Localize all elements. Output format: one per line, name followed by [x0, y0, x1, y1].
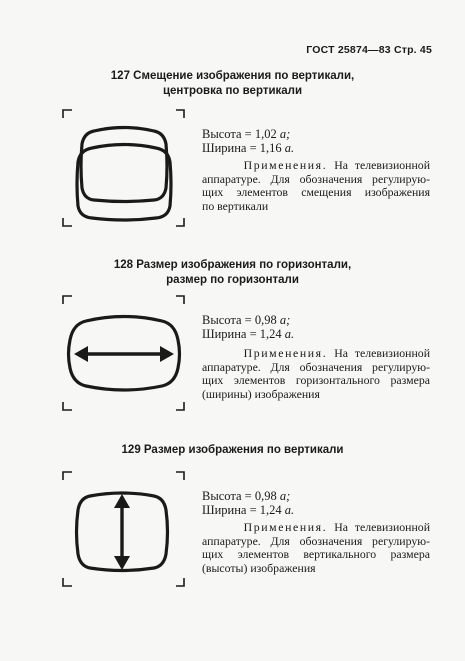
- section-127-desc-line1: Применения. На телевизионной: [243, 158, 431, 172]
- section-127-desc-line3: щих элементов смещения изображения: [202, 185, 430, 199]
- section-128-title-line2: размер по горизонтали: [166, 274, 299, 286]
- section-127-dimensions: [202, 127, 294, 155]
- section-127-width: Ширина = 1,16 а.: [202, 141, 295, 155]
- section-127-desc-line2: аппаратуре. Для обозначения регулирую-: [202, 171, 430, 186]
- section-128-desc-line2: аппаратуре. Для обозначения регулирую-: [202, 359, 430, 374]
- section-128-description: [202, 347, 430, 401]
- horizontal-size-symbol: [58, 290, 190, 420]
- vertical-shift-symbol: [58, 104, 190, 236]
- section-127-title-line2: центровка по вертикали: [162, 85, 303, 97]
- section-129-desc-line3: щих элементов вертикального размера: [202, 547, 430, 561]
- section-128-title-line1: 128 Размер изображения по горизонтали,: [113, 259, 352, 271]
- section-127-desc-line4: по вертикали: [202, 198, 269, 213]
- section-129-height: Высота = 0,98 а;: [202, 489, 291, 503]
- section-129-desc-line4: (высоты) изображения: [202, 560, 316, 575]
- section-128-dimensions: [202, 313, 294, 341]
- section-128-desc-line3: щих элементов горизонтального размера: [202, 373, 430, 387]
- section-128-width: Ширина = 1,24 а.: [202, 327, 295, 341]
- section-128-height: Высота = 0,98 а;: [202, 313, 291, 327]
- section-129-width: Ширина = 1,24 а.: [202, 503, 295, 517]
- section-127-title: [0, 69, 465, 99]
- section-128-title: [0, 258, 465, 288]
- section-127-description: [202, 159, 430, 213]
- section-128-desc-line1: Применения. На телевизионной: [243, 346, 431, 360]
- section-129-title: [0, 443, 465, 458]
- page-header: ГОСТ 25874—83 Стр. 45: [306, 44, 432, 56]
- section-128-desc-line4: (ширины) изображения: [202, 386, 320, 401]
- section-129-title-line1: 129 Размер изображения по вертикали: [121, 444, 344, 456]
- section-127-title-line1: 127 Смещение изображения по вертикали,: [110, 70, 355, 82]
- section-129-dimensions: [202, 489, 294, 517]
- section-127-height: Высота = 1,02 а;: [202, 127, 291, 141]
- section-129-desc-line1: Применения. На телевизионной: [243, 520, 431, 534]
- section-129-desc-line2: аппаратуре. Для обозначения регулирую-: [202, 533, 430, 548]
- section-129-description: [202, 521, 430, 575]
- vertical-size-symbol: [58, 466, 190, 594]
